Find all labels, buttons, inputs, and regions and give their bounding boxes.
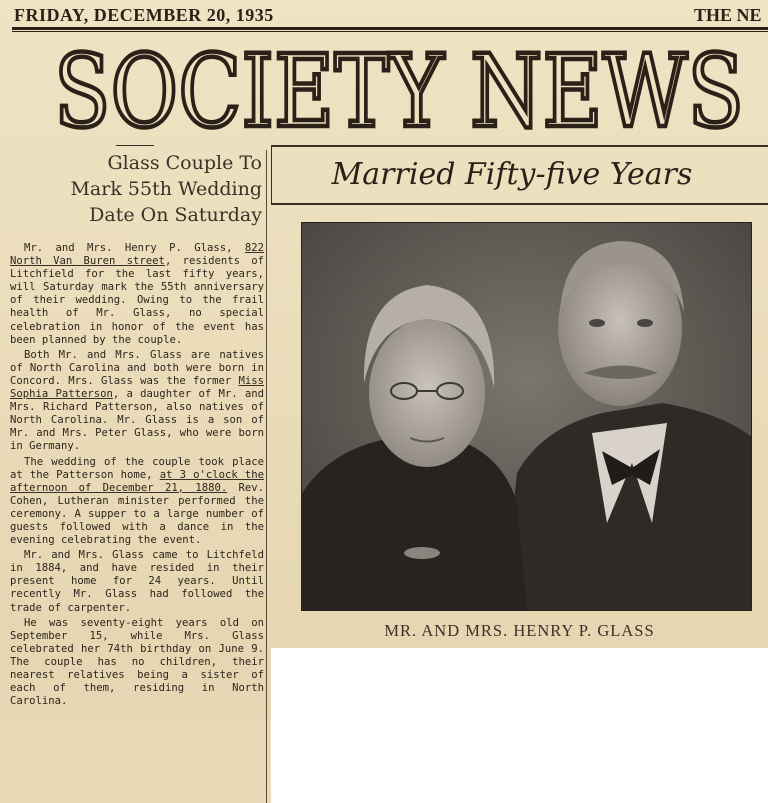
- paragraph-2: Both Mr. and Mrs. Glass are natives of North Carolina and both were born in Concord. Mrs. Glass was the former Miss Sophia Patterson, a daughter of Mr. and Mrs. Richard Patterson, also natives of North Carolina. Mr. Glass is a son of Mr. and Mrs. Peter Glass, who were born in Germany.: [10, 348, 264, 453]
- paragraph-3: The wedding of the couple took place at the Patterson home, at 3 o'clock the afternoon of December 21, 1880. Rev. Cohen, Lutheran minister performed the ceremony. A supper to a large number of guests followed with a dance in the evening celebrating the event.: [10, 455, 264, 547]
- paragraph-4: Mr. and Mrs. Glass came to Litchfeld in 1884, and have resided in their present home for 24 years. Until recently Mr. Glass had followed the trade of carpenter.: [10, 549, 264, 614]
- column-divider: [266, 150, 267, 803]
- top-rule: [12, 27, 768, 30]
- headline-line-1: Glass Couple To: [107, 152, 262, 174]
- underlined-date: at 3 o'clock the afternoon of December 21, 1880.: [10, 468, 264, 494]
- paper-name-fragment: THE NE: [694, 5, 762, 25]
- headline-rule: [116, 145, 154, 146]
- portrait-photo: [301, 222, 752, 611]
- article-headline: [8, 150, 262, 228]
- paragraph-1: Mr. and Mrs. Henry P. Glass, 822 North Van Buren street, residents of Litchfield for the last fifty years, will Saturday mark the 55th anniversary of their wedding. Owing to the frail health of Mr. Glass, no special celebration in honor of the event has been planned by the couple.: [10, 242, 264, 346]
- underlined-name: Miss Sophia Patterson: [10, 374, 264, 401]
- headline-line-2: Mark 55th Wedding: [70, 178, 262, 200]
- article-body: [10, 242, 264, 710]
- masthead: [52, 32, 768, 142]
- masthead-text: SOCIETY NEWS: [54, 33, 744, 142]
- headline-line-3: Date On Saturday: [89, 204, 262, 226]
- underlined-address: 822 North Van Buren street: [10, 242, 264, 268]
- photo-headline-box: [271, 145, 768, 205]
- dateline: FRIDAY, DECEMBER 20, 1935: [14, 5, 274, 25]
- portrait-illustration: [302, 223, 752, 611]
- photo-caption: MR. AND MRS. HENRY P. GLASS: [384, 621, 655, 640]
- paragraph-5: He was seventy-eight years old on September 15, while Mrs. Glass celebrated her 74th birthday on June 9. The couple has no children, their nearest relatives being a sister of each of them, residing in North Carolina.: [10, 616, 264, 708]
- photo-headline: Married Fifty-five Years: [331, 157, 693, 192]
